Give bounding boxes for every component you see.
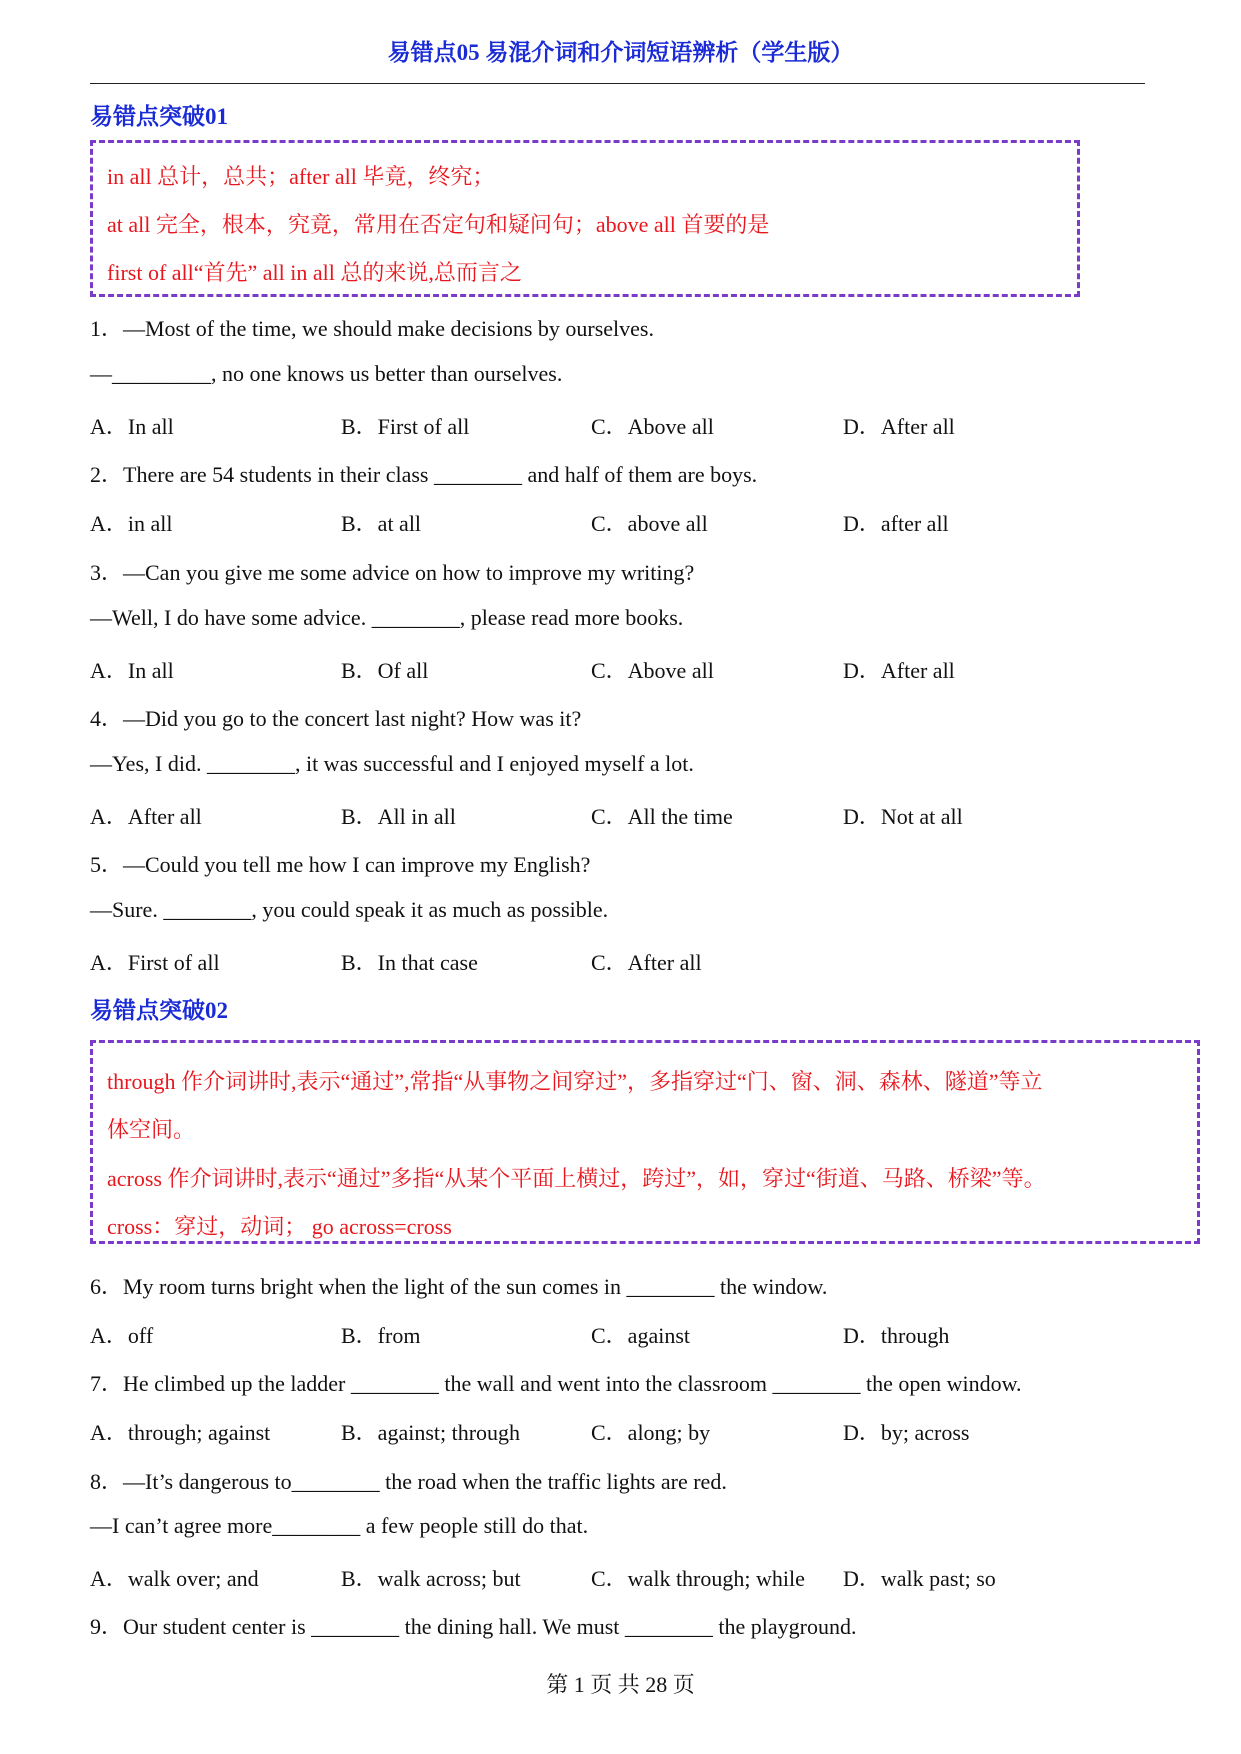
question-line: —I can’t agree more________ a few people still do that. (90, 1513, 589, 1538)
option-a: A．First of all (90, 950, 220, 975)
option-a: A．off (90, 1323, 154, 1348)
option-d: D．after all (843, 511, 949, 536)
question-line: 9．Our student center is ________ the dining hall. We must ________ the playground. (90, 1614, 857, 1639)
note-line: through 作介词讲时,表示“通过”,常指“从事物之间穿过”，多指穿过“门、窗、洞、森林、隧道”等立 (107, 1069, 1043, 1094)
option-a: A．In all (90, 658, 174, 683)
section-heading: 易错点突破01 (90, 104, 228, 129)
option-c: C．After all (591, 950, 702, 975)
note-line: in all 总计，总共；after all 毕竟，终究； (107, 164, 495, 189)
option-d: D．Not at all (843, 804, 963, 829)
option-b: B．Of all (341, 658, 429, 683)
option-a: A．walk over; and (90, 1566, 259, 1591)
option-b: B．against; through (341, 1420, 521, 1445)
option-d: D．through (843, 1323, 950, 1348)
note-line: across 作介词讲时,表示“通过”多指“从某个平面上横过，跨过”，如，穿过“街道、马路、桥梁”等。 (107, 1166, 1046, 1191)
question-line: —Yes, I did. ________, it was successful and I enjoyed myself a lot. (90, 751, 694, 776)
option-b: B．All in all (341, 804, 456, 829)
question-line: —Well, I do have some advice. ________, please read more books. (90, 605, 684, 630)
note-line: cross：穿过，动词； go across=cross (107, 1214, 452, 1239)
header-rule (90, 83, 1145, 84)
note-line: at all 完全，根本，究竟，常用在否定句和疑问句；above all 首要的是 (107, 212, 770, 237)
option-b: B．walk across; but (341, 1566, 521, 1591)
option-a: A．in all (90, 511, 173, 536)
page-footer: 第 1 页 共 28 页 (546, 1672, 695, 1697)
option-c: C．Above all (591, 658, 714, 683)
question-line: 3．—Can you give me some advice on how to improve my writing? (90, 560, 695, 585)
question-line: 6．My room turns bright when the light of the sun comes in ________ the window. (90, 1274, 828, 1299)
option-d: D．After all (843, 658, 955, 683)
option-c: C．against (591, 1323, 690, 1348)
note-line: first of all“首先” all in all 总的来说,总而言之 (107, 260, 522, 285)
note-line: 体空间。 (107, 1117, 196, 1142)
section-heading: 易错点突破02 (90, 998, 228, 1023)
option-d: D．by; across (843, 1420, 970, 1445)
question-line: —Sure. ________, you could speak it as much as possible. (90, 897, 609, 922)
question-line: 4．—Did you go to the concert last night? How was it? (90, 706, 582, 731)
option-b: B．First of all (341, 414, 470, 439)
option-b: B．from (341, 1323, 421, 1348)
page-title: 易错点05 易混介词和介词短语辨析（学生版） (387, 40, 854, 65)
option-c: C．above all (591, 511, 708, 536)
option-c: C．Above all (591, 414, 714, 439)
question-line: —_________, no one knows us better than ourselves. (90, 361, 563, 386)
question-line: 2．There are 54 students in their class ________ and half of them are boys. (90, 462, 758, 487)
question-line: 1．—Most of the time, we should make decisions by ourselves. (90, 316, 654, 341)
option-b: B．at all (341, 511, 422, 536)
option-c: C．along; by (591, 1420, 711, 1445)
option-d: D．walk past; so (843, 1566, 996, 1591)
question-line: 8．—It’s dangerous to________ the road when the traffic lights are red. (90, 1469, 727, 1494)
option-c: C．All the time (591, 804, 733, 829)
option-a: A．After all (90, 804, 202, 829)
option-b: B．In that case (341, 950, 478, 975)
question-line: 7．He climbed up the ladder ________ the wall and went into the classroom ________ the open window. (90, 1371, 1022, 1396)
option-d: D．After all (843, 414, 955, 439)
question-line: 5．—Could you tell me how I can improve my English? (90, 852, 591, 877)
option-a: A．through; against (90, 1420, 271, 1445)
option-a: A．In all (90, 414, 174, 439)
option-c: C．walk through; while (591, 1566, 805, 1591)
